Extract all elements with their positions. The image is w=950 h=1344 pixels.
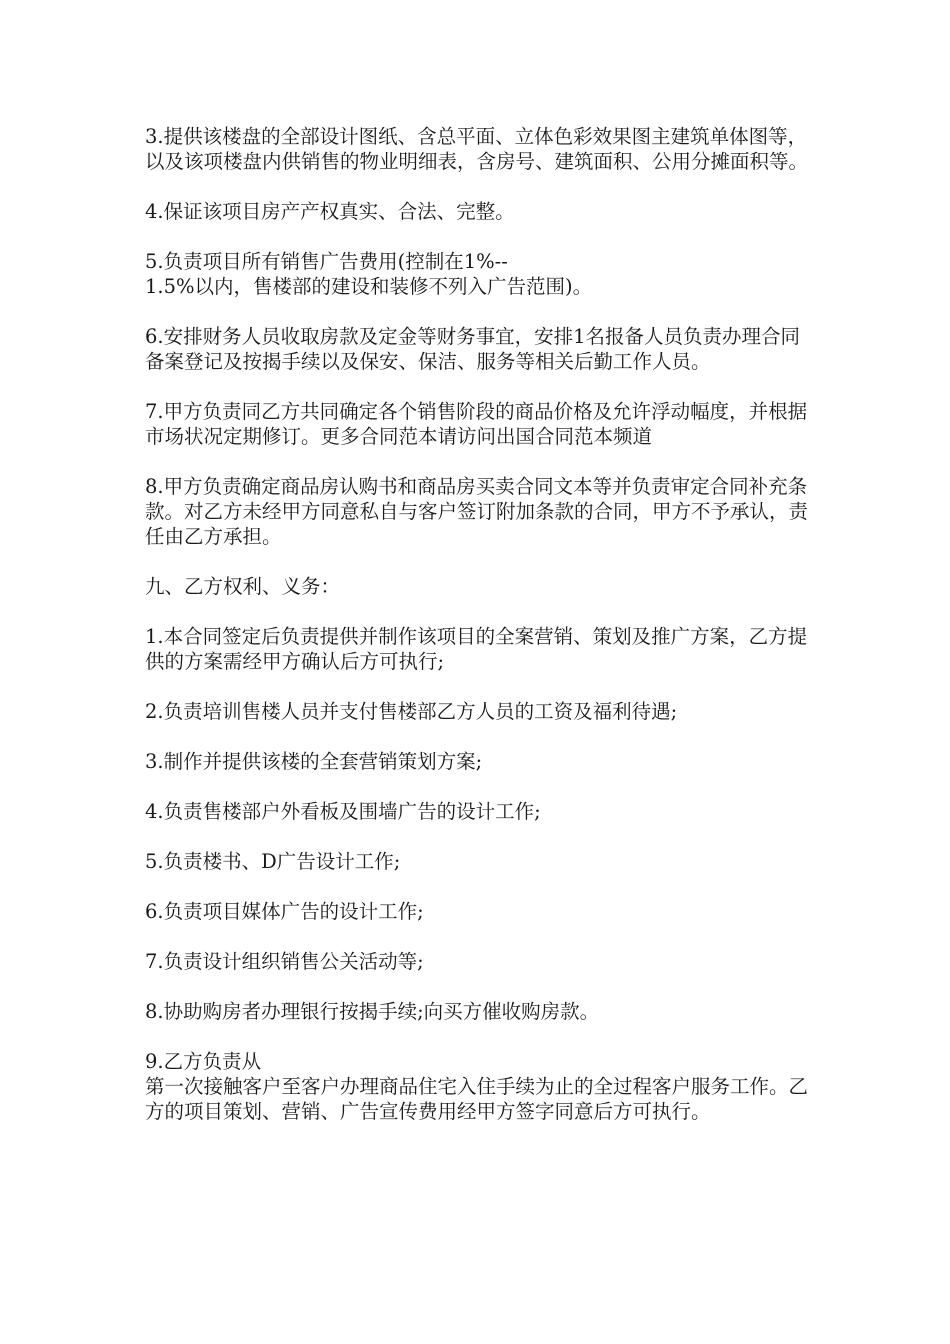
clause-paragraph: 4.负责售楼部户外看板及围墙广告的设计工作; xyxy=(145,800,541,823)
clause-paragraph: 7.负责设计组织销售公关活动等; xyxy=(145,950,424,973)
clause-paragraph: 2.负责培训售楼人员并支付售楼部乙方人员的工资及福利待遇; xyxy=(145,700,678,723)
clause-paragraph: 5.负责项目所有销售广告费用(控制在1%-- 1.5%以内，售楼部的建设和装修不列入广告范围)。 xyxy=(145,250,593,298)
document-body xyxy=(145,124,813,1124)
clause-paragraph: 3.提供该楼盘的全部设计图纸、含总平面、立体色彩效果图主建筑单体图等，以及该项楼盘内供销售的物业明细表，含房号、建筑面积、公用分摊面积等。 xyxy=(145,125,809,173)
clause-paragraph: 4.保证该项目房产产权真实、合法、完整。 xyxy=(145,200,515,223)
clause-paragraph: 8.协助购房者办理银行按揭手续;向买方催收购房款。 xyxy=(145,1000,600,1023)
clause-paragraph: 8.甲方负责确定商品房认购书和商品房买卖合同文本等并负责审定合同补充条款。对乙方未经甲方同意私自与客户签订附加条款的合同，甲方不予承认，责任由乙方承担。 xyxy=(145,475,809,548)
section-heading: 九、乙方权利、义务： xyxy=(145,575,341,598)
clause-paragraph: 1.本合同签定后负责提供并制作该项目的全案营销、策划及推广方案，乙方提供的方案需经甲方确认后方可执行; xyxy=(145,625,808,673)
clause-paragraph: 9.乙方负责从 第一次接触客户至客户办理商品住宅入住手续为止的全过程客户服务工作。乙方的项目策划、营销、广告宣传费用经甲方签字同意后方可执行。 xyxy=(145,1050,809,1123)
clause-paragraph: 7.甲方负责同乙方共同确定各个销售阶段的商品价格及允许浮动幅度，并根据市场状况定期修订。更多合同范本请访问出国合同范本频道 xyxy=(145,400,808,448)
clause-paragraph: 6.负责项目媒体广告的设计工作; xyxy=(145,900,424,923)
clause-paragraph: 6.安排财务人员收取房款及定金等财务事宜，安排1名报备人员负责办理合同备案登记及按揭手续以及保安、保洁、服务等相关后勤工作人员。 xyxy=(145,325,801,373)
clause-paragraph: 5.负责楼书、D广告设计工作; xyxy=(145,850,401,873)
clause-paragraph: 3.制作并提供该楼的全套营销策划方案; xyxy=(145,750,483,773)
